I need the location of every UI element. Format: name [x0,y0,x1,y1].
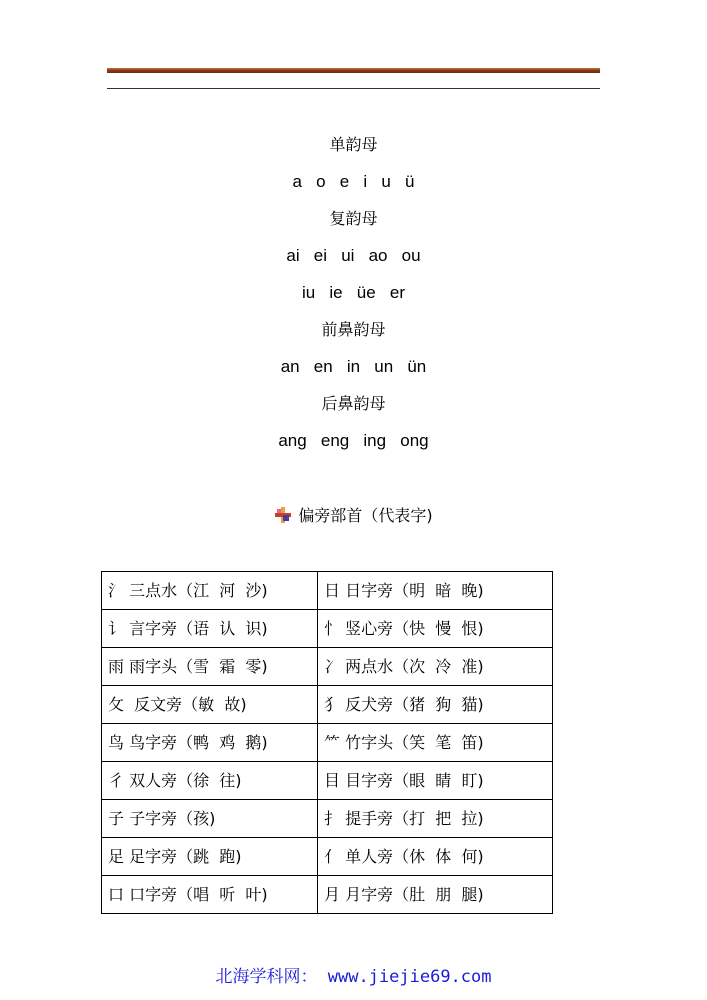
footer-website[interactable]: 北海学科网： www.jiejie69.com [215,967,492,987]
header-rule-thick [107,68,600,73]
radicals-heading-text: 偏旁部首（代表字) [298,506,433,525]
vowels-section [0,131,707,464]
table-cell-left: 讠 言字旁（语 认 识) [102,610,318,648]
radicals-table [101,571,553,914]
table-row [102,724,553,762]
table-cell-right: 亻 单人旁（休 体 何) [318,838,553,876]
compound-vowels-title: 复韵母 [329,209,378,228]
table-cell-right: 月 月字旁（肚 朋 腿) [318,876,553,914]
compound-vowels-list-2: iu ie üe er [302,283,405,302]
table-cell-right: 扌 提手旁（打 把 拉) [318,800,553,838]
front-nasal-vowels-title: 前鼻韵母 [321,320,386,339]
compound-vowels-list-1: ai ei ui ao ou [286,246,421,265]
table-row [102,762,553,800]
back-nasal-vowels-list: ang eng ing ong [278,431,429,450]
single-vowels-title: 单韵母 [329,135,378,154]
table-cell-left: 雨 雨字头（雪 霜 零) [102,648,318,686]
radicals-heading [0,504,707,528]
table-row [102,838,553,876]
single-vowels-list: a o e i u ü [292,172,415,191]
table-cell-left: 口 口字旁（唱 听 叶) [102,876,318,914]
table-row [102,686,553,724]
table-row [102,648,553,686]
table-cell-left: 子 子字旁（孩) [102,800,318,838]
table-cell-left: 足 足字旁（跳 跑) [102,838,318,876]
table-row [102,572,553,610]
table-cell-left: 氵 三点水（江 河 沙) [102,572,318,610]
table-row [102,610,553,648]
table-cell-left: 鸟 鸟字旁（鸭 鸡 鹅) [102,724,318,762]
colored-cross-bullet-icon [274,506,292,524]
table-row [102,800,553,838]
back-nasal-vowels-title: 后鼻韵母 [321,394,386,413]
table-cell-right: 日 日字旁（明 暗 晚) [318,572,553,610]
table-cell-right: 目 目字旁（眼 睛 盯) [318,762,553,800]
table-cell-right: 冫 两点水（次 冷 准) [318,648,553,686]
table-cell-left: 彳 双人旁（徐 往) [102,762,318,800]
table-cell-left: 攵 反文旁（敏 故) [102,686,318,724]
table-cell-right: ⺮ 竹字头（笑 笔 笛) [318,724,553,762]
header-rule-thin [107,88,600,89]
table-cell-right: 犭 反犬旁（猪 狗 猫) [318,686,553,724]
front-nasal-vowels-list: an en in un ün [280,357,427,376]
table-row [102,876,553,914]
table-cell-right: 忄 竖心旁（快 慢 恨) [318,610,553,648]
